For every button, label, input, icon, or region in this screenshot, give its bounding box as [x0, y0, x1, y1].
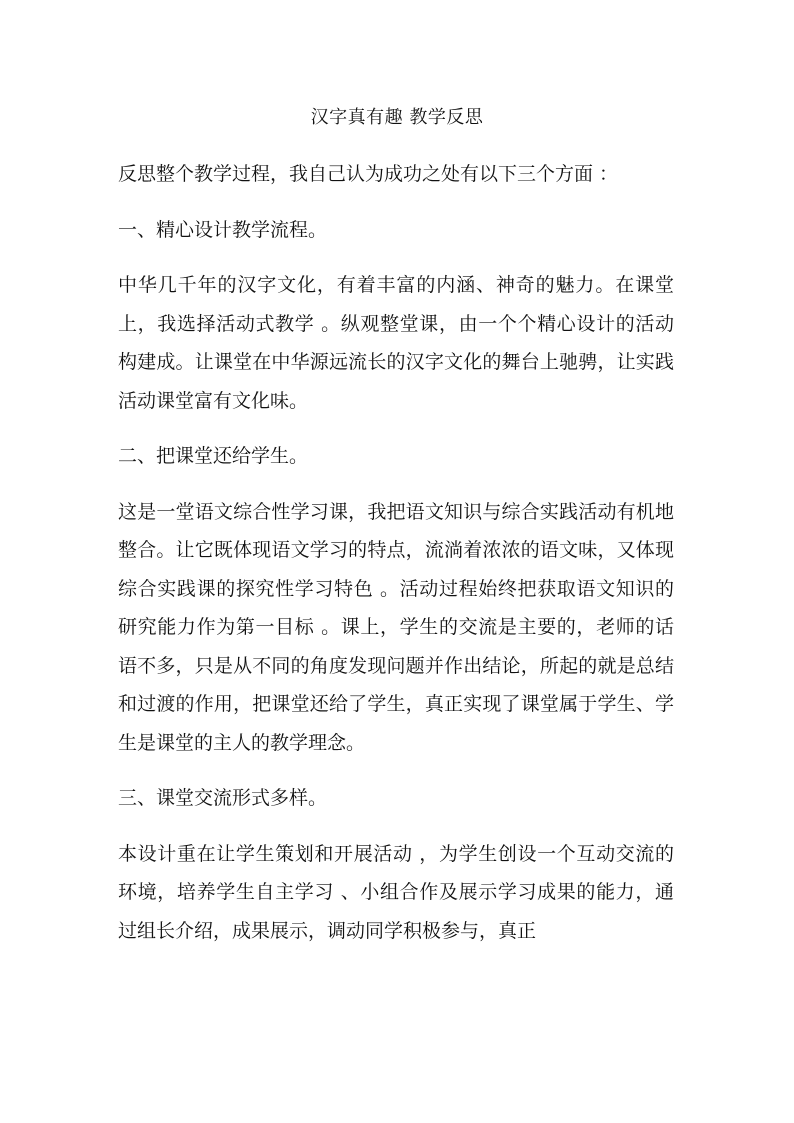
section-heading-3: 三、课堂交流形式多样。	[118, 787, 328, 809]
body-paragraph-3: 本设计重在让学生策划和开展活动 ，为学生创设一个互动交流的环境，培养学生自主学习 、小组合作及展示学习成果的能力，通过组长介绍，成果展示，调动同学积极参与，真正	[118, 842, 674, 942]
body-paragraph-1: 中华几千年的汉字文化，有着丰富的内涵、神奇的魅力。在课堂上，我选择活动式教学 。纵观整堂课，由一个个精心设计的活动构建成。让课堂在中华源远流长的汉字文化的舞台上驰骋，让实践活动课堂富有文化味。	[118, 274, 674, 412]
section-heading-1: 一、精心设计教学流程。	[118, 218, 328, 241]
section-heading-2: 二、把课堂还给学生。	[118, 445, 309, 467]
body-paragraph-2: 这是一堂语文综合性学习课，我把语文知识与综合实践活动有机地整合。让它既体现语文学习的特点，流淌着浓浓的语文味，又体现综合实践课的探究性学习特色 。活动过程始终把获取语文知识的研究能力作为第一目标 。课上，学生的交流是主要的，老师的话语不多，只是从不同的角度发现问题并作出结论，所起的就是总结和过渡的作用，把课堂还给了学生，真正实现了课堂属于学生、学生是课堂的主人的教学理念。	[118, 500, 674, 754]
document-body	[118, 155, 674, 950]
intro-paragraph: 反思整个教学过程，我自己认为成功之处有以下三个方面 ：	[118, 163, 619, 185]
document-title: 汉字真有趣 教学反思	[310, 107, 484, 128]
